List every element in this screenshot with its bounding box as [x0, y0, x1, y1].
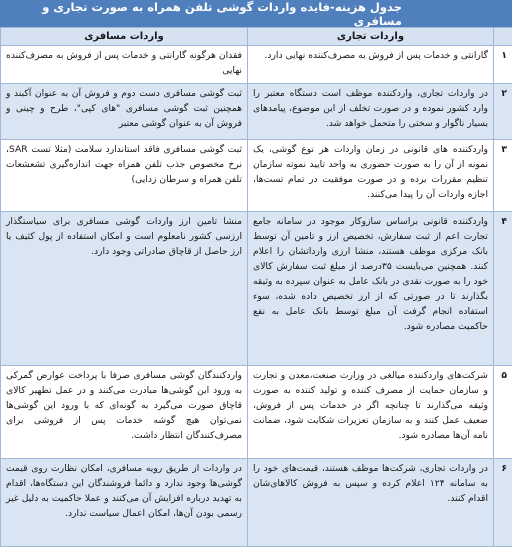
tejari-cell: در واردات تجاری، واردکننده موظف است دستگاه معتبر را وارد کشور نموده و در صورت تخلف از این موضوع، پیامدهای بسیار ناگوار و سختی را متحمل خواهد شد. — [248, 84, 494, 140]
mosaferi-cell: ثبت گوشی مسافری دست دوم و فروش آن به عنوان آکبند و همچنین ثبت گوشی مسافری "های کپی"، طرح و چینی و فروش آن به عنوان گوشی معتبر — [1, 84, 248, 140]
mosaferi-cell: منشا تامین ارز واردات گوشی مسافری برای سیاستگذار ارزسی کشور نامعلوم است و امکان استفاده از پول کثیف یا ارز حاصل از قاچاق صادراتی وجود دارد. — [1, 212, 248, 366]
header-mosaferi: واردات مسافری — [1, 28, 248, 46]
tejari-cell: واردکننده های قانونی در زمان واردات هر نوع گوشی، یک نمونه از آن را به صورت حضوری به واحد تایید نمونه سازمان تنظیم مقررات برده و در صورت موفقیت در تمام تست‌ها، اجازه واردات آن را پیدا می‌کنند. — [248, 140, 494, 212]
header-row — [1, 28, 512, 46]
mosaferi-cell: فقدان هرگونه گارانتی و خدمات پس از فروش به مصرف‌کننده نهایی — [1, 46, 248, 84]
mosaferi-cell: ثبت گوشی مسافری فاقد استاندارد سلامت (مثلا تست SAR، نرخ مخصوص جذب تلفن همراه جهت اندازه‌گیری تشعشعات تلفن همراه و سرطان زدایی) — [1, 140, 248, 212]
comparison-table — [0, 27, 512, 547]
table-row — [1, 459, 512, 547]
row-number: ۴ — [494, 212, 512, 366]
row-number: ۵ — [494, 366, 512, 459]
row-number: ۱ — [494, 46, 512, 84]
table-row — [1, 84, 512, 140]
table-row — [1, 212, 512, 366]
row-number: ۲ — [494, 84, 512, 140]
table-title: جدول هزینه-فایده واردات گوشی تلفن همراه به صورت تجاری و مسافری — [0, 0, 512, 27]
tejari-cell: واردکننده قانونی براساس سازوکار موجود در سامانه جامع تجارت اعم از ثبت سفارش، تخصیص ارز و تامین آن توسط بانک مرکزی موظف هستند، منشا ارزی وارداتشان را اعلام کنند. همچنین می‌بایست ۳۵درصد از مبلغ ثبت سفارش کالای خود را به صورت نقدی در بانک عامل به عنوان سپرده به وثیقه بگذارند تا در صورتی که از ارز تخصیص داده شده، سوء استفاده انجام گرفت آن مبلغ توسط بانک عامل به نفع حاکمیت مصادره شود. — [248, 212, 494, 366]
tejari-cell: شرکت‌های واردکننده میالغی در وزارت صنعت،معدن و تجارت و سازمان حمایت از مصرف کننده و تولید کننده به صورت وثیقه می‌گذارند تا چنانچه اگر در خدمات پس از فروش، ضعیف عمل کنند و به سازمان تعزیرات شکایت شود، ضمانت نامه آن‌ها مصادره شود. — [248, 366, 494, 459]
mosaferi-cell: در واردات از طریق رویه مسافری، امکان نظارت روی قیمت گوشی‌ها وجود ندارد و دائما فروشندگان این دستگاه‌ها، اقدام به تهدید درباره افزایش آن می‌کنند و عملا حاکمیت به دلیل غیر رسمی بودن آن‌ها، امکان اعمال سیاست ندارد. — [1, 459, 248, 547]
table-row — [1, 46, 512, 84]
mosaferi-cell: واردکنندگان گوشی مسافری صرفا با پرداخت عوارض گمرکی به ورود این گوشی‌ها مبادرت می‌کنند و در عمل تطهیر کالای قاچاق صورت می‌گیرد به گونه‌ای که با ورود این گوشی‌ها نمی‌توان هیچ گوشه خدمات پس از فروشی برای مصرف‌کنندگان انتظار داشت. — [1, 366, 248, 459]
header-num — [494, 28, 512, 46]
row-number: ۳ — [494, 140, 512, 212]
tejari-cell: در واردات تجاری، شرکت‌ها موظف هستند، قیمت‌های خود را به سامانه ۱۲۴ اعلام کرده و سپس به فروش کالاهای‌شان اقدام کنند. — [248, 459, 494, 547]
header-tejari: واردات تجاری — [248, 28, 494, 46]
table-row — [1, 366, 512, 459]
table-row — [1, 140, 512, 212]
row-number: ۶ — [494, 459, 512, 547]
tejari-cell: گارانتی و خدمات پس از فروش به مصرف‌کننده نهایی دارد. — [248, 46, 494, 84]
